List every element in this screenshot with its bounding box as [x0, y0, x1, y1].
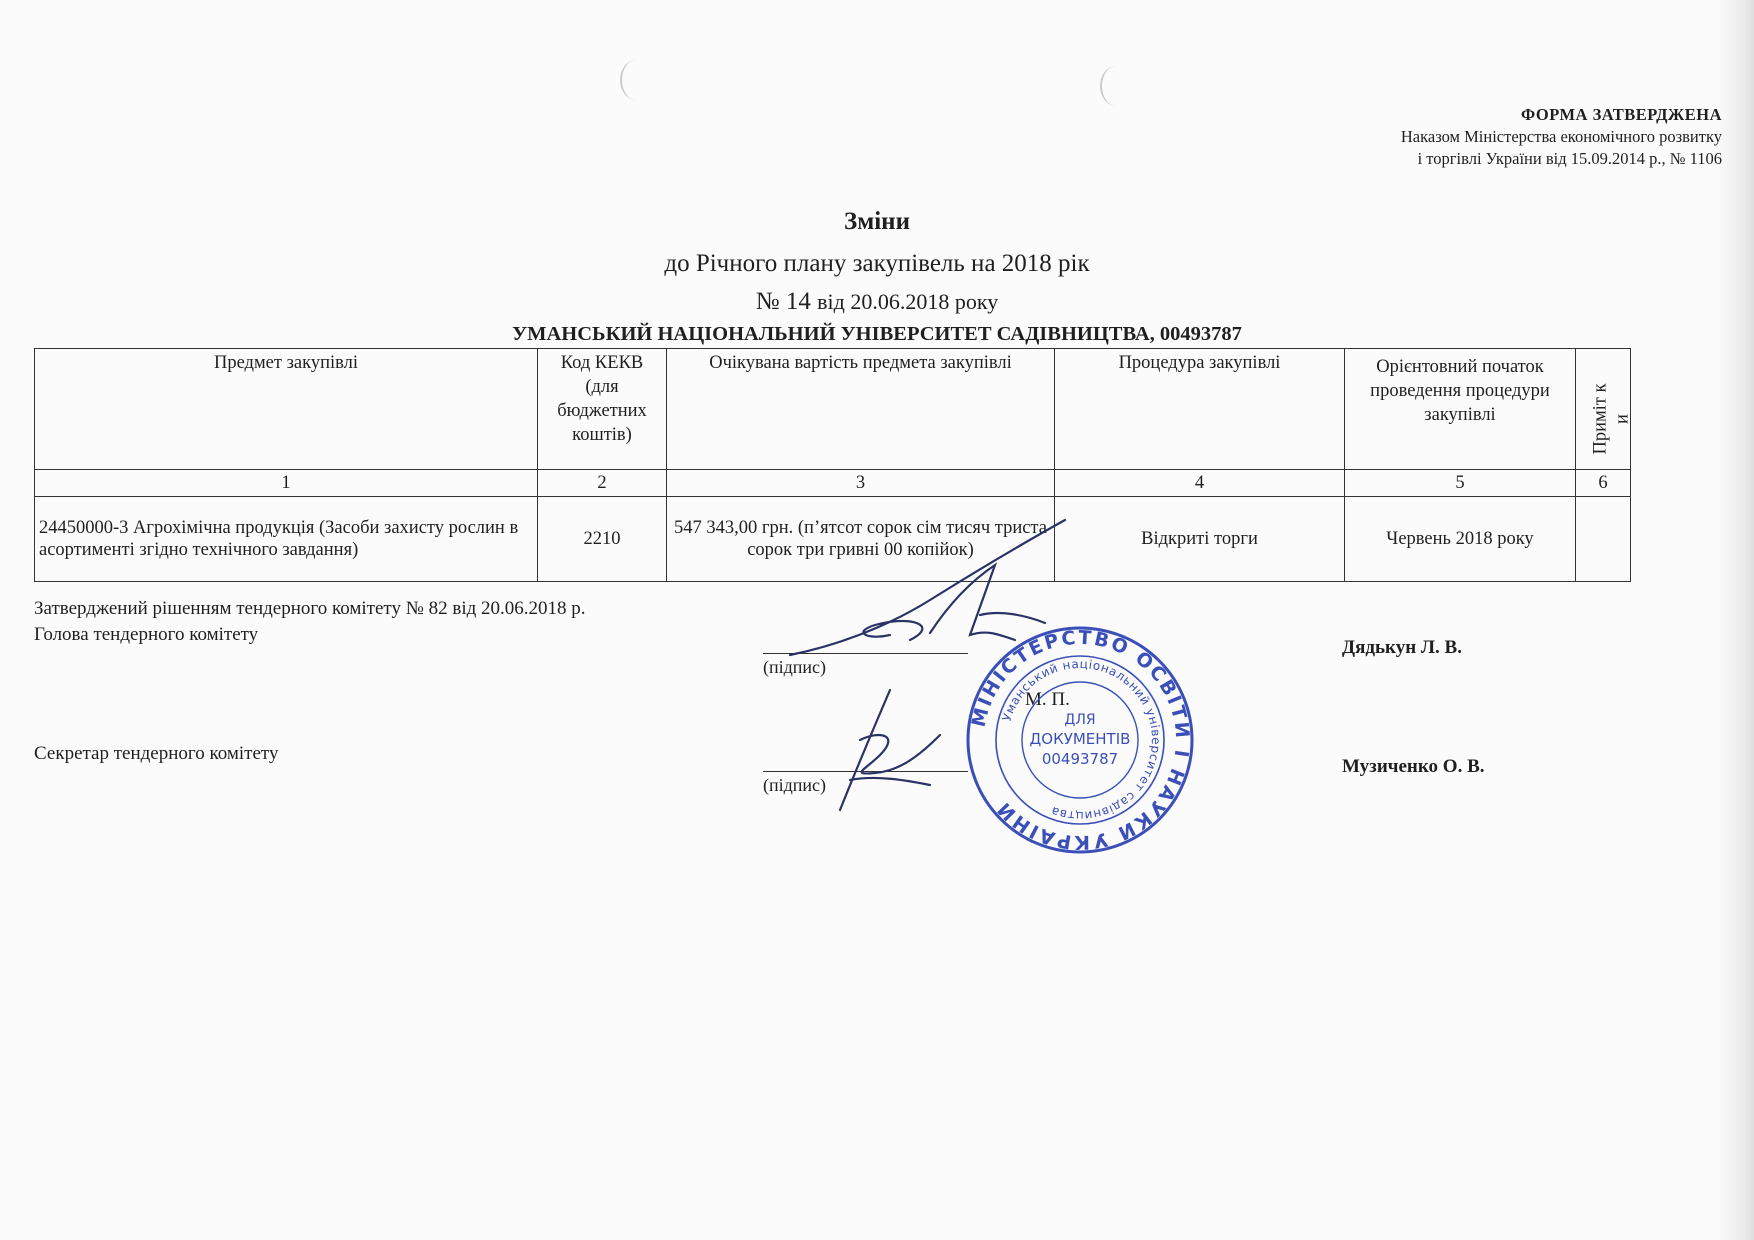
svg-text:Уманський національний універс: Уманський національний університет садівництва	[999, 656, 1164, 824]
notes-header-vertical: Приміт к и	[1590, 383, 1633, 455]
secretary-label: Секретар тендерного комітету	[34, 743, 279, 764]
cell-start: Червень 2018 року	[1345, 497, 1576, 582]
cell-cost: 547 343,00 грн. (п’ятсот сорок сім тисяч триста сорок три гривні 00 копійок)	[667, 497, 1055, 582]
chair-name: Дядькун Л. В.	[1342, 637, 1462, 658]
column-number: 6	[1576, 470, 1631, 497]
column-number: 3	[667, 470, 1055, 497]
column-header: Предмет закупівлі	[35, 349, 538, 470]
chair-label: Голова тендерного комітету	[34, 624, 259, 645]
document-title: Зміни	[844, 208, 910, 235]
column-number: 5	[1345, 470, 1576, 497]
column-number: 1	[35, 470, 538, 497]
svg-text:ДОКУМЕНТІВ: ДОКУМЕНТІВ	[1029, 730, 1131, 748]
column-header: Процедура закупівлі	[1055, 349, 1345, 470]
document-subtitle: до Річного плану закупівель на 2018 рік	[664, 250, 1090, 277]
secretary-signature	[820, 685, 960, 815]
column-number-row	[35, 470, 1631, 497]
signature-caption: (підпис)	[763, 775, 827, 795]
cell-procedure: Відкриті торги	[1055, 497, 1345, 582]
svg-text:ДЛЯ: ДЛЯ	[1064, 712, 1096, 728]
column-number: 2	[538, 470, 667, 497]
organization-name: УМАНСЬКИЙ НАЦІОНАЛЬНИЙ УНІВЕРСИТЕТ САДІВНИЦТВА, 00493787	[512, 323, 1242, 345]
approval-line: Наказом Міністерства економічного розвитку	[1400, 127, 1722, 146]
document-number	[0, 288, 1754, 316]
secretary-name: Музиченко О. В.	[1342, 756, 1485, 777]
punch-hole	[620, 60, 652, 100]
approved-by-line: Затверджений рішенням тендерного комітету № 82 від 20.06.2018 р.	[34, 598, 586, 619]
signature-caption: (підпис)	[763, 657, 827, 677]
svg-text:00493787: 00493787	[1041, 750, 1119, 768]
cell-subject: 24450000-3 Агрохімічна продукція (Засоби захисту рослин в асортименті згідно технічного завдання)	[35, 497, 538, 582]
cell-kekv: 2210	[538, 497, 667, 582]
column-header: Код КЕКВ (для бюджетних коштів)	[538, 349, 667, 470]
table-header-row	[35, 349, 1631, 470]
chair-signature	[780, 515, 1080, 665]
number-date: від 20.06.2018 року	[817, 289, 999, 314]
scan-edge	[1716, 0, 1754, 1240]
column-header	[1576, 349, 1631, 470]
cell-notes	[1576, 497, 1631, 582]
punch-hole	[1100, 66, 1132, 106]
approval-title: ФОРМА ЗАТВЕРДЖЕНА	[1520, 105, 1722, 124]
number-prefix: № 14	[755, 288, 811, 315]
column-header: Очікувана вартість предмета закупівлі	[667, 349, 1055, 470]
approval-line: і торгівлі України від 15.09.2014 р., № 1106	[1417, 149, 1722, 168]
column-header: Орієнтовний початок проведення процедури закупівлі	[1345, 349, 1576, 470]
svg-text:МІНІСТЕРСТВО ОСВІТИ І НАУКИ УК: МІНІСТЕРСТВО ОСВІТИ І НАУКИ УКРАЇНИ	[967, 626, 1194, 854]
stamp-place-mark: М. П.	[1025, 689, 1070, 710]
approval-block	[1401, 104, 1722, 170]
column-number: 4	[1055, 470, 1345, 497]
